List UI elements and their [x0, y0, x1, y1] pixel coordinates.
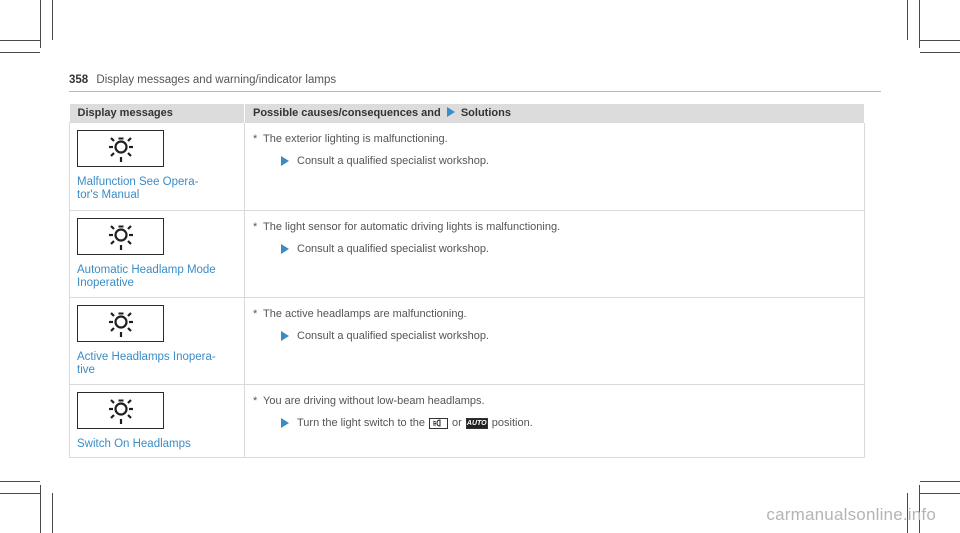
page-number: 358	[69, 74, 89, 86]
cause-text: * You are driving without low-beam headlamps.	[253, 395, 485, 407]
table-row	[70, 123, 865, 211]
crop-mark	[919, 493, 960, 494]
message-cell	[70, 123, 245, 211]
light-bulb-icon	[101, 221, 141, 253]
table-row	[70, 385, 865, 458]
crop-mark	[919, 0, 920, 48]
crop-mark	[0, 40, 41, 41]
crop-mark	[907, 0, 908, 40]
table-row	[70, 211, 865, 298]
display-icon-frame	[77, 218, 164, 255]
crop-mark	[0, 493, 41, 494]
table-header-row	[70, 104, 865, 123]
message-title: Switch On Headlamps	[77, 438, 191, 450]
crop-mark	[920, 481, 960, 482]
cause-cell	[245, 123, 865, 211]
cause-text: * The light sensor for automatic driving lights is malfunctioning.	[253, 221, 561, 233]
message-cell	[70, 211, 245, 298]
page-header	[69, 74, 336, 86]
message-cell	[70, 385, 245, 458]
section-title: Display messages and warning/indicator lamps	[96, 74, 337, 86]
crop-mark	[0, 481, 40, 482]
solution-arrow-icon	[281, 331, 289, 341]
crop-mark	[919, 40, 960, 41]
message-title: Automatic Headlamp Mode Inoperative	[77, 264, 216, 289]
column-header-causes: Possible causes/consequences and Solutions	[245, 104, 865, 123]
cause-cell	[245, 211, 865, 298]
solution-arrow-icon	[281, 418, 289, 428]
solution-step: Consult a qualified specialist workshop.	[281, 330, 854, 342]
cause-text: * The active headlamps are malfunctioning.	[253, 308, 467, 320]
crop-mark	[0, 52, 40, 53]
solution-arrow-icon	[447, 107, 455, 117]
message-title: Active Headlamps Inopera- tive	[77, 351, 216, 376]
cause-cell	[245, 298, 865, 385]
crop-mark	[52, 0, 53, 40]
cause-text: * The exterior lighting is malfunctioning.	[253, 133, 448, 145]
solution-step: Turn the light switch to the or AUTO position.	[281, 417, 854, 429]
crop-mark	[920, 52, 960, 53]
watermark: carmanualsonline.info	[766, 505, 936, 524]
light-bulb-icon	[101, 133, 141, 165]
column-header-display: Display messages	[70, 104, 245, 123]
display-icon-frame	[77, 130, 164, 167]
light-bulb-icon	[101, 308, 141, 340]
header-rule	[69, 91, 881, 92]
low-beam-headlamp-icon	[429, 418, 448, 429]
crop-mark	[52, 493, 53, 533]
solution-arrow-icon	[281, 244, 289, 254]
table-row	[70, 298, 865, 385]
cause-cell	[245, 385, 865, 458]
display-icon-frame	[77, 305, 164, 342]
message-title: Malfunction See Opera- tor's Manual	[77, 176, 199, 201]
display-messages-table	[69, 104, 865, 458]
light-bulb-icon	[101, 395, 141, 427]
message-cell	[70, 298, 245, 385]
solution-arrow-icon	[281, 156, 289, 166]
crop-mark	[40, 0, 41, 48]
auto-light-icon: AUTO	[466, 419, 487, 427]
crop-mark	[40, 485, 41, 533]
display-icon-frame	[77, 392, 164, 429]
solution-step: Consult a qualified specialist workshop.	[281, 243, 854, 255]
solution-step: Consult a qualified specialist workshop.	[281, 155, 854, 167]
